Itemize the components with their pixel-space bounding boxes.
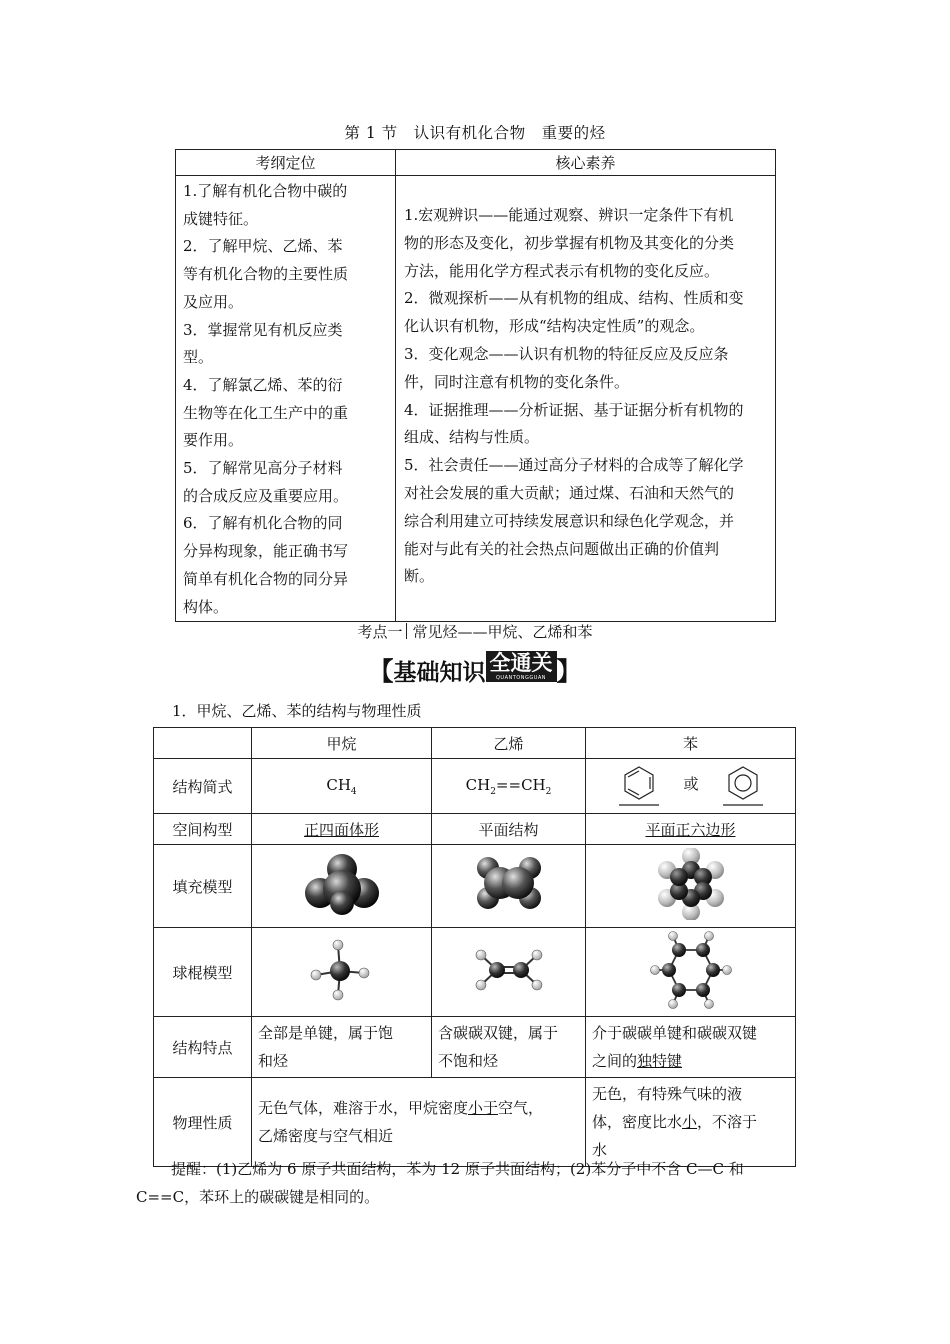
- benzene-structure-icon: [616, 763, 766, 809]
- ethylene-formula: $CH_2==CH_2$: [432, 759, 586, 814]
- benzene-or-label: 或: [682, 775, 699, 793]
- col-methane: 甲烷: [252, 728, 432, 759]
- methane-formula: $CH_4$: [252, 759, 432, 814]
- methane-feature: 全部是单键，属于饱 和烃: [252, 1017, 432, 1078]
- syllabus-line: 分异构现象，能正确书写: [183, 542, 349, 561]
- section-title: 1．甲烷、乙烯、苯的结构与物理性质: [172, 702, 422, 720]
- benzene-fill-model: [586, 845, 796, 928]
- note-line-1: 提醒：(1)乙烯为 6 原子共面结构，苯为 12 原子共面结构；(2)苯分子中不含 C—C 和: [171, 1160, 744, 1178]
- benzene-feature: 介于碳碳单键和碳碳双键 之间的独特键: [586, 1017, 796, 1078]
- banner-close-bracket: 】: [556, 657, 582, 686]
- syllabus-line: 3．掌握常见有机反应类: [183, 320, 343, 339]
- section-banner: [0, 652, 950, 688]
- literacy-line: 1.宏观辨识——能通过观察、辨识一定条件下有机: [404, 206, 734, 224]
- banner-open-bracket: 【: [368, 657, 394, 686]
- row-label-ball-model: 球棍模型: [154, 928, 252, 1017]
- corner-cell: [154, 728, 252, 759]
- syllabus-line: 5．了解常见高分子材料: [183, 459, 343, 478]
- methane-shape: 正四面体形: [252, 814, 432, 845]
- literacy-line: 2．微观探析——从有机物的组成、结构、性质和变: [404, 289, 744, 308]
- topic-label: 考点一: [357, 623, 403, 641]
- hydrocarbon-table: [153, 727, 796, 1167]
- banner-highlight: 全通关: [489, 651, 553, 675]
- literacy-line: 对社会发展的重大贡献；通过煤、石油和天然气的: [404, 483, 735, 502]
- banner-pinyin: QUANTONGGUAN: [495, 675, 547, 681]
- topic-divider: [406, 623, 407, 639]
- page-title: 第 1 节 认识有机化合物 重要的烃: [344, 124, 606, 142]
- methane-ball-stick-icon: [302, 935, 382, 1005]
- syllabus-line: 2．了解甲烷、乙烯、苯: [183, 237, 343, 256]
- syllabus-table: [175, 149, 776, 622]
- ethylene-feature: 含碳碳双键，属于 不饱和烃: [432, 1017, 586, 1078]
- syllabus-line: 简单有机化合物的同分异: [183, 569, 349, 588]
- header-syllabus: 考纲定位: [176, 150, 396, 176]
- literacy-line: 化认识有机物，形成“结构决定性质”的观念。: [404, 317, 705, 336]
- header-literacy: 核心素养: [396, 150, 776, 176]
- syllabus-cell: [176, 176, 396, 622]
- methane-fill-model: [252, 845, 432, 928]
- methane-ethylene-physical: 无色气体，难溶于水，甲烷密度小于空气， 乙烯密度与空气相近: [252, 1078, 586, 1167]
- literacy-line: 能对与此有关的社会热点问题做出正确的价值判: [404, 539, 720, 558]
- syllabus-line: 4．了解氯乙烯、苯的衍: [183, 375, 343, 394]
- banner-highlight-box: [486, 651, 557, 682]
- col-benzene: 苯: [586, 728, 796, 759]
- ethylene-space-filling-icon: [474, 854, 544, 914]
- syllabus-line: 6．了解有机化合物的同: [183, 514, 343, 533]
- methane-space-filling-icon: [302, 851, 382, 917]
- row-label-fill-model: 填充模型: [154, 845, 252, 928]
- literacy-line: 件，同时注意有机物的变化条件。: [404, 372, 630, 391]
- literacy-line: 4．证据推理——分析证据、基于证据分析有机物的: [404, 400, 744, 419]
- syllabus-line: 等有机化合物的主要性质: [183, 265, 349, 284]
- row-label-physical: 物理性质: [154, 1078, 252, 1167]
- row-label-formula: 结构简式: [154, 759, 252, 814]
- literacy-line: 综合利用建立可持续发展意识和绿色化学观念，并: [404, 511, 735, 530]
- note-line-2: C==C，苯环上的碳碳键是相同的。: [136, 1188, 380, 1206]
- syllabus-line: 构体。: [183, 597, 229, 616]
- row-label-shape: 空间构型: [154, 814, 252, 845]
- benzene-physical: 无色，有特殊气味的液 体，密度比水小，不溶于 水: [586, 1078, 796, 1167]
- literacy-line: 5．社会责任——通过高分子材料的合成等了解化学: [404, 456, 744, 475]
- syllabus-line: 型。: [183, 348, 214, 367]
- benzene-ball-stick-icon: [649, 928, 733, 1012]
- syllabus-line: 及应用。: [183, 292, 244, 311]
- ethylene-fill-model: [432, 845, 586, 928]
- benzene-formula: [586, 759, 796, 814]
- literacy-line: 组成、结构与性质。: [404, 428, 540, 447]
- topic-text: 常见烃——甲烷、乙烯和苯: [412, 623, 593, 641]
- ethylene-ball-model: [432, 928, 586, 1017]
- syllabus-line: 1.了解有机化合物中碳的: [183, 182, 348, 200]
- row-label-feature: 结构特点: [154, 1017, 252, 1078]
- ethylene-shape: 平面结构: [432, 814, 586, 845]
- literacy-cell: [396, 176, 776, 622]
- literacy-line: 方法，能用化学方程式表示有机物的变化反应。: [404, 261, 720, 280]
- benzene-shape: 平面正六边形: [586, 814, 796, 845]
- syllabus-line: 要作用。: [183, 431, 244, 450]
- reminder-note: [136, 1155, 836, 1211]
- methane-ball-model: [252, 928, 432, 1017]
- ethylene-ball-stick-icon: [469, 945, 549, 995]
- literacy-line: 物的形态及变化，初步掌握有机物及其变化的分类: [404, 233, 735, 252]
- literacy-line: 3．变化观念——认识有机物的特征反应及反应条: [404, 344, 729, 363]
- benzene-space-filling-icon: [655, 848, 727, 920]
- syllabus-line: 的合成反应及重要应用。: [183, 486, 349, 505]
- col-ethylene: 乙烯: [432, 728, 586, 759]
- topic-heading: [0, 621, 950, 642]
- syllabus-line: 生物等在化工生产中的重: [183, 403, 349, 422]
- literacy-line: 断。: [404, 567, 435, 586]
- benzene-ball-model: [586, 928, 796, 1017]
- banner-text: 基础知识: [393, 660, 486, 686]
- syllabus-line: 成键特征。: [183, 209, 259, 228]
